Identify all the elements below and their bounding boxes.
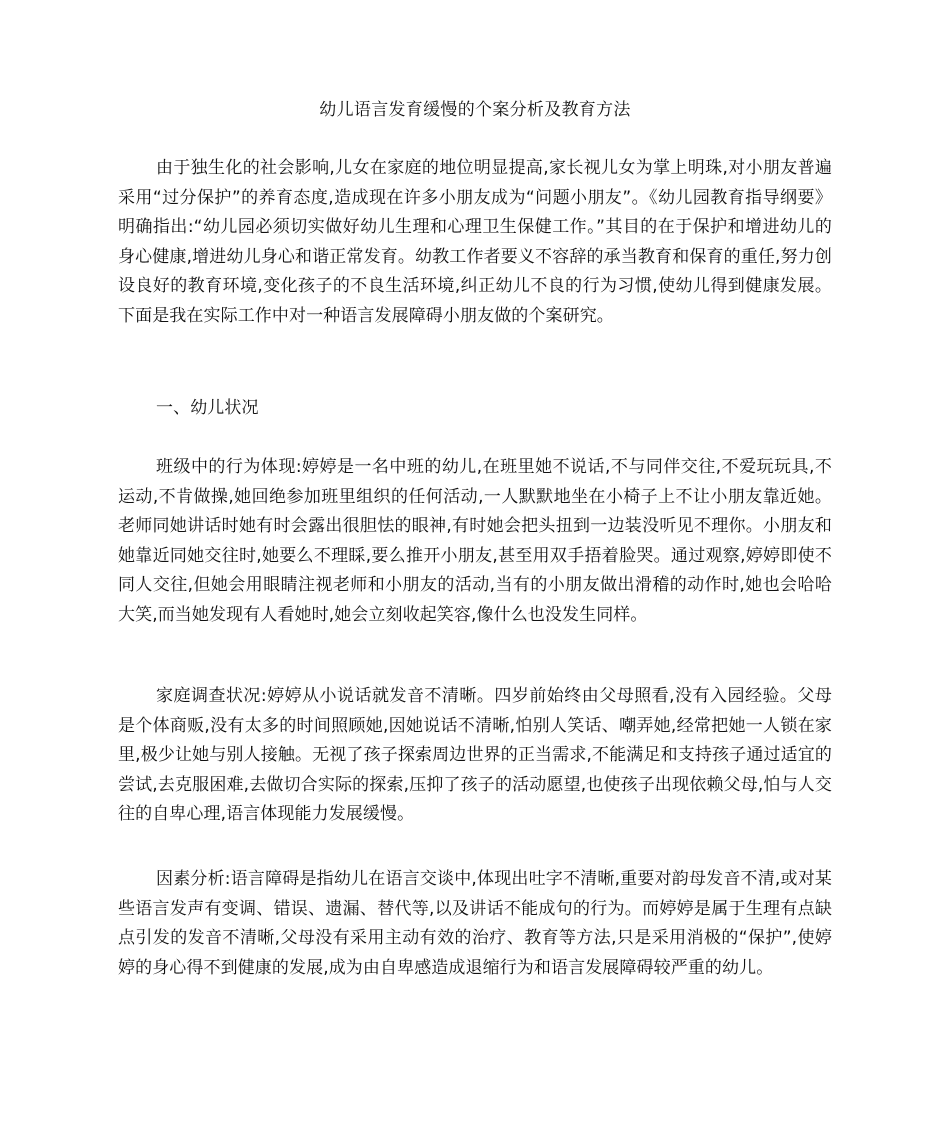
family-investigation-paragraph: 家庭调查状况:婷婷从小说话就发音不清晰。四岁前始终由父母照看,没有入园经验。父母是个体商贩,没有太多的时间照顾她,因她说话不清晰,怕别人笑话、嘲弄她,经常把她一人锁在家里,极少让她与别人接触。无视了孩子探索周边世界的正当需求,不能满足和支持孩子通过适宜的尝试,去克服困难,去做切合实际的探索,压抑了孩子的活动愿望,也使孩子出现依赖父母,怕与人交往的自卑心理,语言体现能力发展缓慢。 [118, 686, 832, 824]
intro-paragraph: 由于独生化的社会影响,儿女在家庭的地位明显提高,家长视儿女为掌上明珠,对小朋友普遍采用“过分保护”的养育态度,造成现在许多小朋友成为“问题小朋友”。《幼儿园教育指导纲要》明确指出:“幼儿园必须切实做好幼儿生理和心理卫生保健工作。”其目的在于保护和增进幼儿的身心健康,增进幼儿身心和谐正常发育。幼教工作者要义不容辞的承当教育和保育的重任,努力创设良好的教育环境,变化孩子的不良生活环境,纠正幼儿不良的行为习惯,使幼儿得到健康发展。下面是我在实际工作中对一种语言发展障碍小朋友做的个案研究。 [118, 158, 832, 326]
document-title: 幼儿语言发育缓慢的个案分析及教育方法 [319, 100, 631, 120]
behavior-paragraph: 班级中的行为体现:婷婷是一名中班的幼儿,在班里她不说话,不与同伴交往,不爱玩玩具,不运动,不肯做操,她回绝参加班里组织的任何活动,一人默默地坐在小椅子上不让小朋友靠近她。老师同她讲话时她有时会露出很胆怯的眼神,有时她会把头扭到一边装没听见不理你。小朋友和她靠近同她交往时,她要么不理睬,要么推开小朋友,甚至用双手捂着脸哭。通过观察,婷婷即使不同人交往,但她会用眼睛注视老师和小朋友的活动,当有的小朋友做出滑稽的动作时,她也会哈哈大笑,而当她发现有人看她时,她会立刻收起笑容,像什么也没发生同样。 [118, 457, 832, 625]
section-heading-child-status: 一、幼儿状况 [156, 398, 259, 418]
cause-analysis-paragraph: 因素分析:语言障碍是指幼儿在语言交谈中,体现出吐字不清晰,重要对韵母发音不清,或对某些语言发声有变调、错误、遗漏、替代等,以及讲话不能成句的行为。而婷婷是属于生理有点缺点引发的发音不清晰,父母没有采用主动有效的治疗、教育等方法,只是采用消极的“保护”,使婷婷的身心得不到健康的发展,成为由自卑感造成退缩行为和语言发展障碍较严重的幼儿。 [118, 869, 832, 978]
